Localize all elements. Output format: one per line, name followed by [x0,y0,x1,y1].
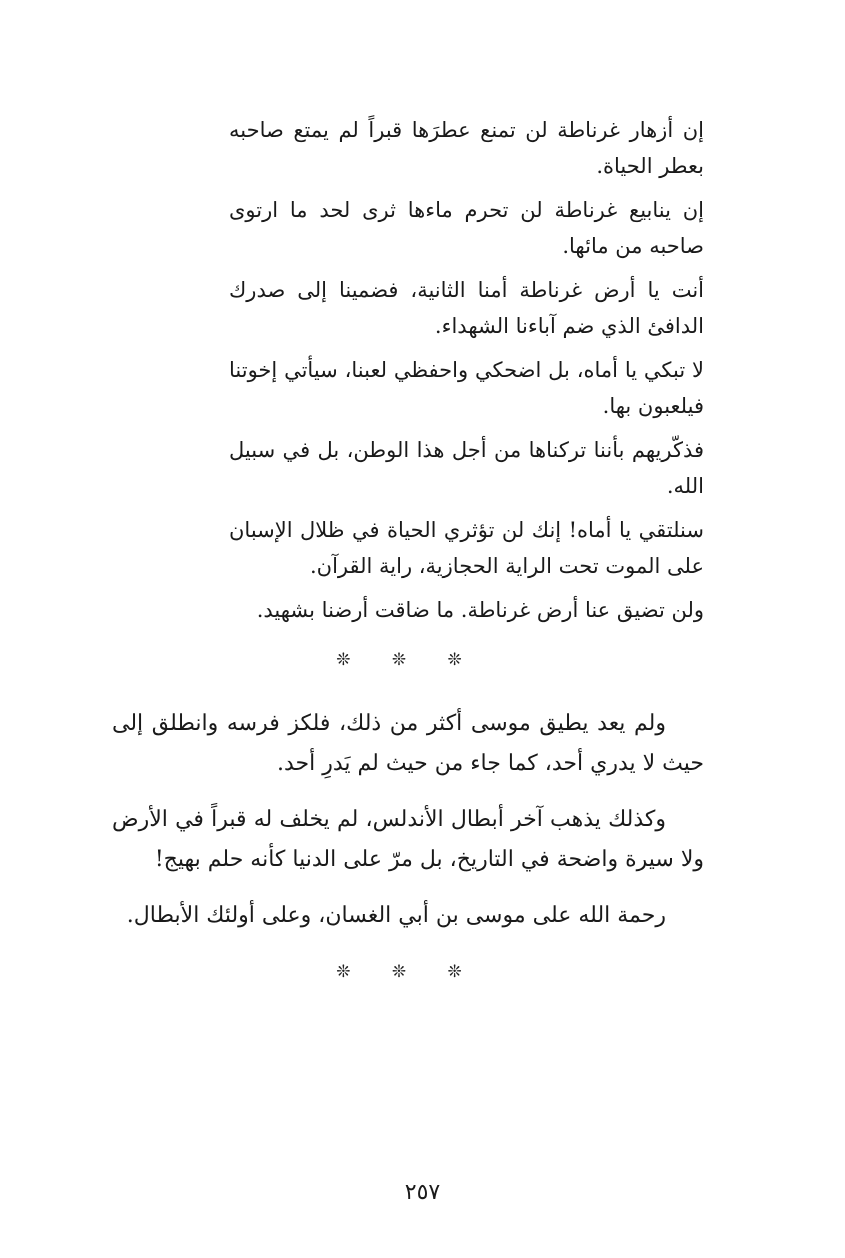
poem-line: إن ينابيع غرناطة لن تحرم ماءها ثرى لحد ما ارتوى صاحبه من مائها. [229,198,704,258]
prose-block [112,704,704,936]
poem-line: لا تبكي يا أماه، بل اضحكي واحفظي لعبنا، سيأتي إخوتنا فيلعبون بها. [229,358,704,418]
poem-line: ولن تضيق عنا أرض غرناطة. ما ضاقت أرضنا بشهيد. [256,598,704,622]
section-divider: ❊ ❊ ❊ [336,650,480,670]
book-page [112,112,704,982]
paragraph: رحمة الله على موسى بن أبي الغسان، وعلى أولئك الأبطال. [126,903,666,928]
section-divider: ❊ ❊ ❊ [336,962,480,982]
poem-line: أنت يا أرض غرناطة أمنا الثانية، فضمينا إلى صدرك الدافئ الذي ضم آباءنا الشهداء. [229,278,704,338]
paragraph: ولم يعد يطيق موسى أكثر من ذلك، فلكز فرسه وانطلق إلى حيث لا يدري أحد، كما جاء من حيث لم يَدرِ أحد. [112,711,704,776]
poem-line: إن أزهار غرناطة لن تمنع عطرَها قبراً لم يمتع صاحبه بعطر الحياة. [229,118,704,178]
page-number: ٢٥٧ [404,1180,441,1205]
poem-block [229,112,704,628]
paragraph: وكذلك يذهب آخر أبطال الأندلس، لم يخلف له قبراً في الأرض ولا سيرة واضحة في التاريخ، بل مرّ على الدنيا كأنه حلم بهيج! [112,807,704,872]
poem-line: فذكّريهم بأننا تركناها من أجل هذا الوطن، بل في سبيل الله. [229,438,704,498]
poem-line: سنلتقي يا أماه! إنك لن تؤثري الحياة في ظلال الإسبان على الموت تحت الراية الحجازية، راية القرآن. [229,518,704,578]
